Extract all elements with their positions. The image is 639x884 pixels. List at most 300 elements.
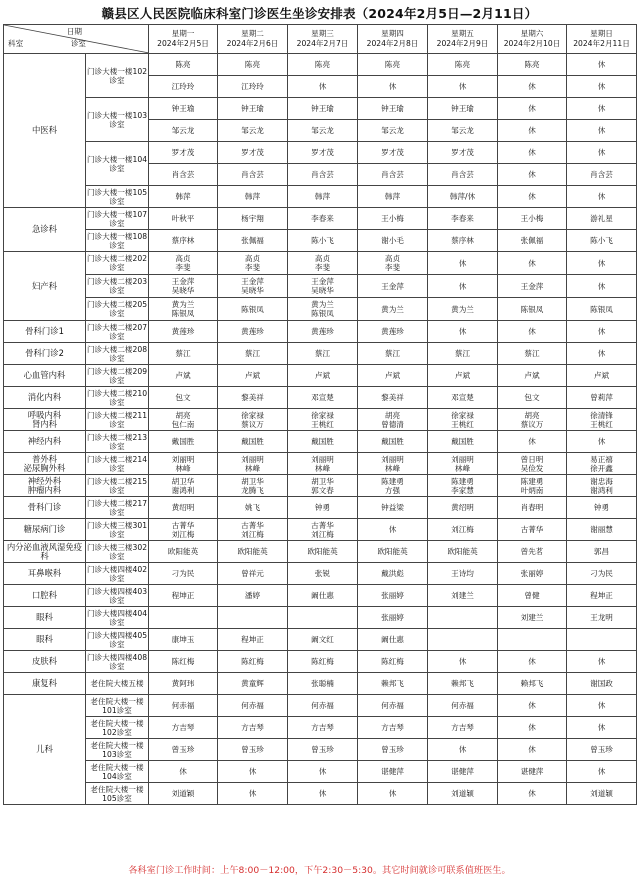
schedule-row	[4, 695, 637, 717]
doctor-cell: 古菁华	[498, 519, 567, 541]
clinic-room-cell: 门诊大楼四楼404诊室	[86, 608, 148, 627]
doctor-cell: 古菁华 刘江梅	[288, 519, 358, 541]
doctor-cell: 黄为兰 陈银凤	[149, 298, 218, 321]
doctor-cell: 江玲玲	[149, 76, 218, 98]
doctor-cell: 江玲玲	[218, 76, 288, 98]
doctor-cell: 刘丽明 林峰	[218, 453, 288, 475]
doctor-cell: 曾玉珍	[358, 739, 428, 761]
department-cell: 消化内科	[4, 387, 86, 409]
doctor-cell: 陈亮	[358, 54, 428, 76]
doctor-cell: 胡卫华 龙腾飞	[218, 475, 288, 497]
schedule-row	[4, 607, 637, 629]
doctor-cell: 欧阳能英	[149, 541, 218, 563]
doctor-cell: 休	[567, 651, 637, 673]
clinic-room-cell: 门诊大楼二楼202诊室	[86, 252, 149, 275]
doctor-cell: 休	[567, 186, 637, 208]
weekday-label: 星期二	[241, 29, 264, 38]
doctor-cell: 休	[567, 54, 637, 76]
schedule-row	[4, 252, 637, 275]
doctor-cell: 胡卫华 郭文春	[288, 475, 358, 497]
doctor-cell: 赖邦飞	[428, 673, 498, 695]
doctor-cell: 休	[428, 651, 498, 673]
doctor-cell: 韩萍	[358, 186, 428, 208]
schedule-row	[4, 365, 637, 387]
doctor-cell: 方吉琴	[149, 717, 218, 739]
doctor-cell: 阚文红	[288, 629, 358, 651]
doctor-cell: 曾玉珍	[567, 739, 637, 761]
doctor-cell: 蔡江	[288, 343, 358, 365]
doctor-cell: 张佩福	[218, 230, 288, 252]
doctor-cell: 休	[288, 783, 358, 805]
schedule-row	[4, 497, 637, 519]
doctor-cell: 何赤福	[218, 695, 288, 717]
doctor-cell: 休	[567, 717, 637, 739]
doctor-cell: 休	[428, 275, 498, 298]
doctor-cell	[428, 607, 498, 629]
doctor-cell: 黄童辉	[218, 673, 288, 695]
doctor-cell: 休	[498, 651, 567, 673]
doctor-cell: 休	[358, 76, 428, 98]
date-label: 2024年2月8日	[366, 39, 419, 48]
doctor-cell: 休	[567, 98, 637, 120]
doctor-cell: 刁为民	[149, 563, 218, 585]
doctor-cell: 何赤福	[358, 695, 428, 717]
doctor-cell: 刘建兰	[498, 607, 567, 629]
doctor-cell: 陈红梅	[218, 651, 288, 673]
schedule-row	[4, 275, 637, 298]
doctor-cell: 陈亮	[428, 54, 498, 76]
doctor-cell: 休	[567, 321, 637, 343]
doctor-cell: 罗才茂	[218, 142, 288, 164]
doctor-cell: 休	[567, 120, 637, 142]
doctor-cell: 陈红梅	[288, 651, 358, 673]
clinic-room-cell: 门诊大楼一楼105诊室	[86, 187, 148, 206]
doctor-cell	[288, 607, 358, 629]
doctor-cell: 陈亮	[149, 54, 218, 76]
doctor-cell: 休	[498, 739, 567, 761]
clinic-room-cell: 门诊大楼二楼210诊室	[86, 388, 148, 407]
department-cell: 康复科	[4, 673, 86, 695]
header-row	[4, 25, 637, 54]
doctor-cell: 曾玉珍	[288, 739, 358, 761]
doctor-cell: 王金萍 吴晓华	[149, 275, 218, 298]
doctor-cell: 陈亮	[288, 54, 358, 76]
department-cell: 眼科	[4, 629, 86, 651]
doctor-cell: 程坤正	[218, 629, 288, 651]
schedule-row	[4, 761, 637, 783]
doctor-cell: 包文	[149, 387, 218, 409]
doctor-cell: 钟益梁	[358, 497, 428, 519]
clinic-room-cell: 门诊大楼二楼217诊室	[86, 498, 148, 517]
doctor-cell: 钟王瑜	[288, 98, 358, 120]
doctor-cell: 蔡江	[498, 343, 567, 365]
schedule-row	[4, 321, 637, 343]
doctor-cell: 李春来	[288, 208, 358, 230]
doctor-cell: 休	[358, 783, 428, 805]
doctor-cell: 杨宇翔	[218, 208, 288, 230]
doctor-cell: 休	[498, 695, 567, 717]
doctor-cell: 黄莲珍	[288, 321, 358, 343]
clinic-room-cell: 老住院大楼一楼101诊室	[86, 695, 149, 717]
doctor-cell: 方吉琴	[218, 717, 288, 739]
clinic-room-cell: 门诊大楼三楼301诊室	[86, 520, 148, 539]
department-cell: 骨科门诊2	[4, 343, 86, 365]
schedule-row	[4, 409, 637, 431]
doctor-cell: 张聪楠	[288, 673, 358, 695]
clinic-room-cell: 门诊大楼四楼405诊室	[86, 630, 148, 649]
doctor-cell: 邹云龙	[149, 120, 218, 142]
doctor-cell: 黄为兰	[358, 298, 428, 321]
doctor-cell: 邹云龙	[428, 120, 498, 142]
doctor-cell: 陈建勇 方强	[358, 475, 428, 497]
doctor-cell: 张锐	[288, 563, 358, 585]
doctor-cell: 康坤玉	[149, 629, 218, 651]
clinic-room-cell: 老住院大楼一楼103诊室	[86, 739, 149, 761]
doctor-cell: 王小梅	[358, 208, 428, 230]
clinic-room-cell: 门诊大楼一楼104诊室	[86, 142, 149, 186]
doctor-cell	[567, 629, 637, 651]
doctor-cell: 谌健萍	[498, 761, 567, 783]
doctor-cell: 曾日明 吴俭发	[498, 453, 567, 475]
doctor-cell: 何赤福	[428, 695, 498, 717]
doctor-cell: 邓宣楚	[428, 387, 498, 409]
doctor-cell: 胡亮 包仁南	[149, 409, 218, 431]
schedule-row	[4, 98, 637, 120]
day-header	[149, 25, 218, 54]
doctor-cell: 黄莲珍	[218, 321, 288, 343]
department-cell: 呼吸内科 肾内科	[4, 409, 86, 431]
doctor-cell: 韩萍/休	[428, 186, 498, 208]
doctor-cell: 程坤正	[149, 585, 218, 607]
doctor-cell: 钟王瑜	[149, 98, 218, 120]
clinic-room-cell: 门诊大楼二楼207诊室	[86, 322, 148, 341]
clinic-room-cell: 门诊大楼二楼208诊室	[86, 344, 148, 363]
doctor-cell: 胡亮 蔡议万	[498, 409, 567, 431]
doctor-cell: 戴国胜	[218, 431, 288, 453]
weekday-label: 星期六	[520, 29, 544, 38]
doctor-cell: 高贞 李斐	[149, 252, 218, 275]
doctor-cell: 卢斌	[428, 365, 498, 387]
corner-room-label: 诊室	[70, 39, 86, 48]
doctor-cell: 罗才茂	[288, 142, 358, 164]
doctor-cell: 邓宣楚	[288, 387, 358, 409]
doctor-cell: 刁为民	[567, 563, 637, 585]
doctor-cell: 赖邦飞	[358, 673, 428, 695]
schedule-row	[4, 585, 637, 607]
schedule-row	[4, 453, 637, 475]
schedule-table	[3, 24, 637, 805]
doctor-cell: 刘建兰	[428, 585, 498, 607]
schedule-row	[4, 519, 637, 541]
header-corner	[4, 25, 149, 54]
doctor-cell: 黎美祥	[218, 387, 288, 409]
doctor-cell: 肖含芸	[149, 164, 218, 186]
doctor-cell: 休	[218, 761, 288, 783]
doctor-cell: 方吉琴	[358, 717, 428, 739]
doctor-cell: 休	[498, 783, 567, 805]
doctor-cell: 高贞 李斐	[218, 252, 288, 275]
doctor-cell: 休	[428, 321, 498, 343]
doctor-cell: 卢斌	[288, 365, 358, 387]
doctor-cell: 曾祥元	[218, 563, 288, 585]
doctor-cell: 黄莲珍	[358, 321, 428, 343]
department-cell: 皮肤科	[4, 651, 86, 673]
doctor-cell: 休	[288, 76, 358, 98]
doctor-cell: 卢斌	[149, 365, 218, 387]
day-header	[218, 25, 288, 54]
clinic-room-cell: 老住院大楼一楼102诊室	[86, 717, 149, 739]
doctor-cell: 曾玉珍	[149, 739, 218, 761]
doctor-cell: 钟王瑜	[428, 98, 498, 120]
doctor-cell: 欧阳能英	[218, 541, 288, 563]
doctor-cell: 钟勇	[288, 497, 358, 519]
schedule-row	[4, 673, 637, 695]
doctor-cell: 陈银凤	[498, 298, 567, 321]
page-title: 赣县区人民医院临床科室门诊医生坐诊安排表（2024年2月5日—2月11日）	[101, 6, 538, 21]
doctor-cell: 谢小毛	[358, 230, 428, 252]
doctor-cell	[498, 629, 567, 651]
doctor-cell: 王龙明	[567, 607, 637, 629]
doctor-cell: 肖含芸	[428, 164, 498, 186]
clinic-room-cell: 老住院大楼五楼	[86, 673, 149, 695]
corner-date-label: 日期	[66, 27, 82, 36]
weekday-label: 星期四	[381, 29, 404, 38]
schedule-row	[4, 186, 637, 208]
doctor-cell: 肖春明	[498, 497, 567, 519]
doctor-cell: 罗才茂	[149, 142, 218, 164]
department-cell: 急诊科	[4, 208, 86, 252]
date-label: 2024年2月10日	[503, 39, 561, 48]
doctor-cell: 刘江梅	[428, 519, 498, 541]
doctor-cell: 曾健	[498, 585, 567, 607]
doctor-cell: 胡卫华 谢鸿利	[149, 475, 218, 497]
department-cell: 普外科 泌尿胸外科	[4, 453, 86, 475]
doctor-cell: 韩萍	[288, 186, 358, 208]
doctor-cell: 陈小飞	[567, 230, 637, 252]
doctor-cell: 蔡序林	[428, 230, 498, 252]
doctor-cell: 肖含芸	[218, 164, 288, 186]
doctor-cell: 罗才茂	[428, 142, 498, 164]
doctor-cell: 卢斌	[358, 365, 428, 387]
date-label: 2024年2月11日	[573, 39, 630, 48]
department-cell: 心血管内科	[4, 365, 86, 387]
date-label: 2024年2月6日	[226, 39, 279, 48]
department-cell: 骨科门诊1	[4, 321, 86, 343]
doctor-cell: 谢国政	[567, 673, 637, 695]
doctor-cell: 罗才茂	[358, 142, 428, 164]
day-header	[498, 25, 567, 54]
day-header	[288, 25, 358, 54]
doctor-cell: 易正禧 徐开鑫	[567, 453, 637, 475]
doctor-cell: 蔡江	[218, 343, 288, 365]
doctor-cell: 卢斌	[567, 365, 637, 387]
doctor-cell: 游礼星	[567, 208, 637, 230]
doctor-cell: 陈银凤	[218, 298, 288, 321]
schedule-row	[4, 230, 637, 252]
doctor-cell: 陈红梅	[149, 651, 218, 673]
doctor-cell: 戴洪彪	[358, 563, 428, 585]
doctor-cell: 何赤福	[149, 695, 218, 717]
clinic-room-cell: 老住院大楼一楼104诊室	[86, 761, 149, 783]
doctor-cell: 休	[498, 98, 567, 120]
date-label: 2024年2月9日	[436, 39, 489, 48]
schedule-row	[4, 541, 637, 563]
department-cell: 中医科	[4, 54, 86, 208]
doctor-cell: 休	[498, 164, 567, 186]
doctor-cell: 陈红梅	[358, 651, 428, 673]
schedule-row	[4, 298, 637, 321]
department-cell: 眼科	[4, 607, 86, 629]
doctor-cell: 谌健萍	[358, 761, 428, 783]
day-header	[358, 25, 428, 54]
department-cell: 神经内科	[4, 431, 86, 453]
department-cell: 神经外科 肿瘤内科	[4, 475, 86, 497]
doctor-cell: 休	[567, 275, 637, 298]
doctor-cell: 谢忠海 谢鸿利	[567, 475, 637, 497]
date-label: 2024年2月5日	[157, 39, 209, 48]
doctor-cell: 休	[567, 142, 637, 164]
clinic-room-cell: 门诊大楼二楼205诊室	[86, 298, 149, 321]
schedule-row	[4, 54, 637, 76]
doctor-cell: 张丽婷	[358, 607, 428, 629]
department-cell: 骨科门诊	[4, 497, 86, 519]
doctor-cell: 戴国胜	[428, 431, 498, 453]
doctor-cell: 休	[218, 783, 288, 805]
clinic-room-cell: 门诊大楼二楼203诊室	[86, 275, 149, 298]
doctor-cell: 肖含芸	[358, 164, 428, 186]
doctor-cell: 曾玉珍	[218, 739, 288, 761]
doctor-cell: 休	[498, 431, 567, 453]
doctor-cell: 高贞 李斐	[358, 252, 428, 275]
doctor-cell: 休	[567, 761, 637, 783]
doctor-cell: 黄阿玮	[149, 673, 218, 695]
clinic-room-cell: 门诊大楼二楼209诊室	[86, 366, 148, 385]
doctor-cell: 张丽婷	[498, 563, 567, 585]
doctor-cell: 休	[288, 761, 358, 783]
clinic-room-cell: 门诊大楼一楼102诊室	[86, 54, 149, 98]
doctor-cell: 休	[567, 76, 637, 98]
weekday-label: 星期日	[590, 29, 613, 38]
doctor-cell: 郭昌	[567, 541, 637, 563]
doctor-cell: 叶秋平	[149, 208, 218, 230]
clinic-room-cell: 门诊大楼四楼408诊室	[86, 652, 148, 671]
doctor-cell: 休	[498, 120, 567, 142]
doctor-cell: 韩萍	[149, 186, 218, 208]
doctor-cell: 戴国胜	[358, 431, 428, 453]
doctor-cell: 陈建勇 叶炳南	[498, 475, 567, 497]
doctor-cell: 徐家禄 蔡议万	[218, 409, 288, 431]
schedule-row	[4, 783, 637, 805]
doctor-cell: 黄为兰	[428, 298, 498, 321]
schedule-sheet	[3, 24, 636, 805]
department-cell: 妇产科	[4, 252, 86, 321]
doctor-cell: 黄绍明	[428, 497, 498, 519]
doctor-cell: 李春来	[428, 208, 498, 230]
doctor-cell: 刘丽明 林峰	[149, 453, 218, 475]
doctor-cell: 休	[567, 431, 637, 453]
doctor-cell: 黄绍明	[149, 497, 218, 519]
doctor-cell: 休	[428, 76, 498, 98]
doctor-cell: 刘道颖	[149, 783, 218, 805]
schedule-row	[4, 651, 637, 673]
schedule-row	[4, 431, 637, 453]
doctor-cell: 陈亮	[498, 54, 567, 76]
doctor-cell: 张佩福	[498, 230, 567, 252]
doctor-cell: 刘丽明 林峰	[428, 453, 498, 475]
doctor-cell: 曾先茗	[498, 541, 567, 563]
doctor-cell: 谌健萍	[428, 761, 498, 783]
day-header	[428, 25, 498, 54]
doctor-cell: 钟王瑜	[218, 98, 288, 120]
doctor-cell: 王金萍	[498, 275, 567, 298]
schedule-row	[4, 475, 637, 497]
clinic-room-cell: 门诊大楼一楼107诊室	[86, 209, 148, 228]
doctor-cell: 休	[498, 76, 567, 98]
clinic-room-cell: 门诊大楼三楼302诊室	[86, 542, 148, 561]
doctor-cell: 潘婷	[218, 585, 288, 607]
clinic-room-cell: 门诊大楼二楼215诊室	[86, 476, 148, 495]
doctor-cell: 卢斌	[498, 365, 567, 387]
doctor-cell: 邹云龙	[218, 120, 288, 142]
doctor-cell: 欧阳能英	[428, 541, 498, 563]
schedule-row	[4, 739, 637, 761]
doctor-cell: 何赤福	[288, 695, 358, 717]
doctor-cell: 徐清锋 王桃红	[567, 409, 637, 431]
doctor-cell: 古菁华 刘江梅	[149, 519, 218, 541]
doctor-cell: 休	[567, 343, 637, 365]
clinic-room-cell: 门诊大楼四楼402诊室	[86, 564, 148, 583]
doctor-cell: 蔡江	[428, 343, 498, 365]
doctor-cell: 蔡江	[149, 343, 218, 365]
doctor-cell: 程坤正	[567, 585, 637, 607]
doctor-cell: 钟勇	[567, 497, 637, 519]
doctor-cell: 徐家禄 王桃红	[288, 409, 358, 431]
doctor-cell: 韩萍	[218, 186, 288, 208]
department-cell: 内分泌血液风湿免疫科	[4, 541, 86, 563]
doctor-cell: 戴国胜	[288, 431, 358, 453]
doctor-cell: 肖含芸	[567, 164, 637, 186]
doctor-cell: 钟王瑜	[358, 98, 428, 120]
doctor-cell: 卢斌	[218, 365, 288, 387]
department-cell: 耳鼻喉科	[4, 563, 86, 585]
doctor-cell: 王诗均	[428, 563, 498, 585]
doctor-cell: 休	[149, 761, 218, 783]
doctor-cell: 黄为兰 陈银凤	[288, 298, 358, 321]
department-cell: 儿科	[4, 695, 86, 805]
doctor-cell: 张丽婷	[358, 585, 428, 607]
doctor-cell	[218, 607, 288, 629]
doctor-cell: 欧阳能英	[358, 541, 428, 563]
doctor-cell: 曾莉萍	[567, 387, 637, 409]
date-label: 2024年2月7日	[296, 39, 349, 48]
doctor-cell: 肖含芸	[288, 164, 358, 186]
schedule-row	[4, 717, 637, 739]
doctor-cell: 休	[498, 321, 567, 343]
doctor-cell: 蔡江	[358, 343, 428, 365]
doctor-cell: 陈小飞	[288, 230, 358, 252]
doctor-cell: 黎美祥	[358, 387, 428, 409]
doctor-cell: 欧阳能英	[288, 541, 358, 563]
doctor-cell: 休	[358, 519, 428, 541]
doctor-cell: 休	[498, 186, 567, 208]
doctor-cell: 休	[428, 739, 498, 761]
doctor-cell: 胡亮 曾德清	[358, 409, 428, 431]
doctor-cell: 刘丽明 林峰	[288, 453, 358, 475]
doctor-cell: 徐家禄 王桃红	[428, 409, 498, 431]
clinic-room-cell: 门诊大楼四楼403诊室	[86, 586, 148, 605]
weekday-label: 星期一	[171, 29, 195, 38]
doctor-cell: 陈银凤	[567, 298, 637, 321]
